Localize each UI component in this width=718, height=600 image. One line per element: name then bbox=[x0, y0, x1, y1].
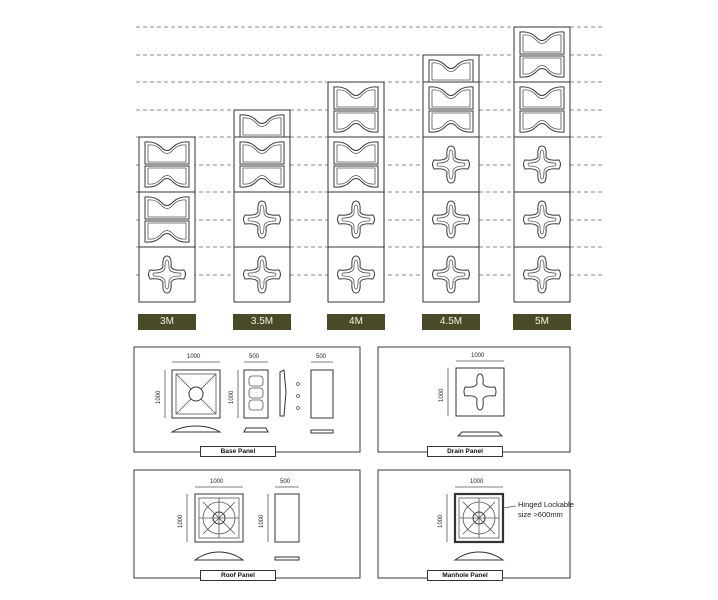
base-panel-drawing bbox=[134, 347, 360, 452]
size-badge-5m: 5M bbox=[513, 314, 571, 330]
manhole-panel-drawing bbox=[378, 470, 570, 578]
size-badge-3-5m: 3.5M bbox=[233, 314, 291, 330]
roof-panel-label: Roof Panel bbox=[200, 570, 276, 581]
base-panel-height-dim: 1000 bbox=[156, 390, 162, 404]
drain-panel-drawing bbox=[378, 347, 570, 452]
manhole-note-line1: Hinged Lockable bbox=[518, 500, 574, 509]
base-half-width-dim: 500 bbox=[249, 354, 260, 360]
tank-elevation-4-5m bbox=[423, 55, 479, 302]
base-panel-label: Base Panel bbox=[200, 446, 276, 457]
drain-panel-label: Drain Panel bbox=[427, 446, 503, 457]
manhole-panel-width-dim: 1000 bbox=[470, 479, 484, 485]
tank-elevation-3m bbox=[139, 137, 195, 302]
roof-half-height-dim: 1000 bbox=[259, 514, 265, 528]
size-badge-3m: 3M bbox=[138, 314, 196, 330]
tank-elevation-5m bbox=[514, 27, 570, 302]
roof-panel-width-dim: 1000 bbox=[210, 479, 224, 485]
drain-panel-height-dim: 1000 bbox=[439, 388, 445, 402]
size-badge-4-5m: 4.5M bbox=[422, 314, 480, 330]
roof-panel-height-dim: 1000 bbox=[178, 514, 184, 528]
tank-elevation-4m bbox=[328, 82, 384, 302]
base-side-width-dim: 500 bbox=[316, 354, 327, 360]
drain-panel-width-dim: 1000 bbox=[471, 353, 485, 359]
tank-elevation-3-5m bbox=[234, 110, 290, 302]
manhole-note-line2: size >600mm bbox=[518, 510, 563, 519]
roof-panel-drawing bbox=[134, 470, 360, 578]
size-badge-4m: 4M bbox=[327, 314, 385, 330]
base-panel-width-dim: 1000 bbox=[187, 354, 201, 360]
manhole-panel-label: Manhole Panel bbox=[427, 570, 503, 581]
base-half-height-dim: 1000 bbox=[229, 390, 235, 404]
roof-half-width-dim: 500 bbox=[280, 479, 291, 485]
manhole-panel-height-dim: 1000 bbox=[438, 514, 444, 528]
